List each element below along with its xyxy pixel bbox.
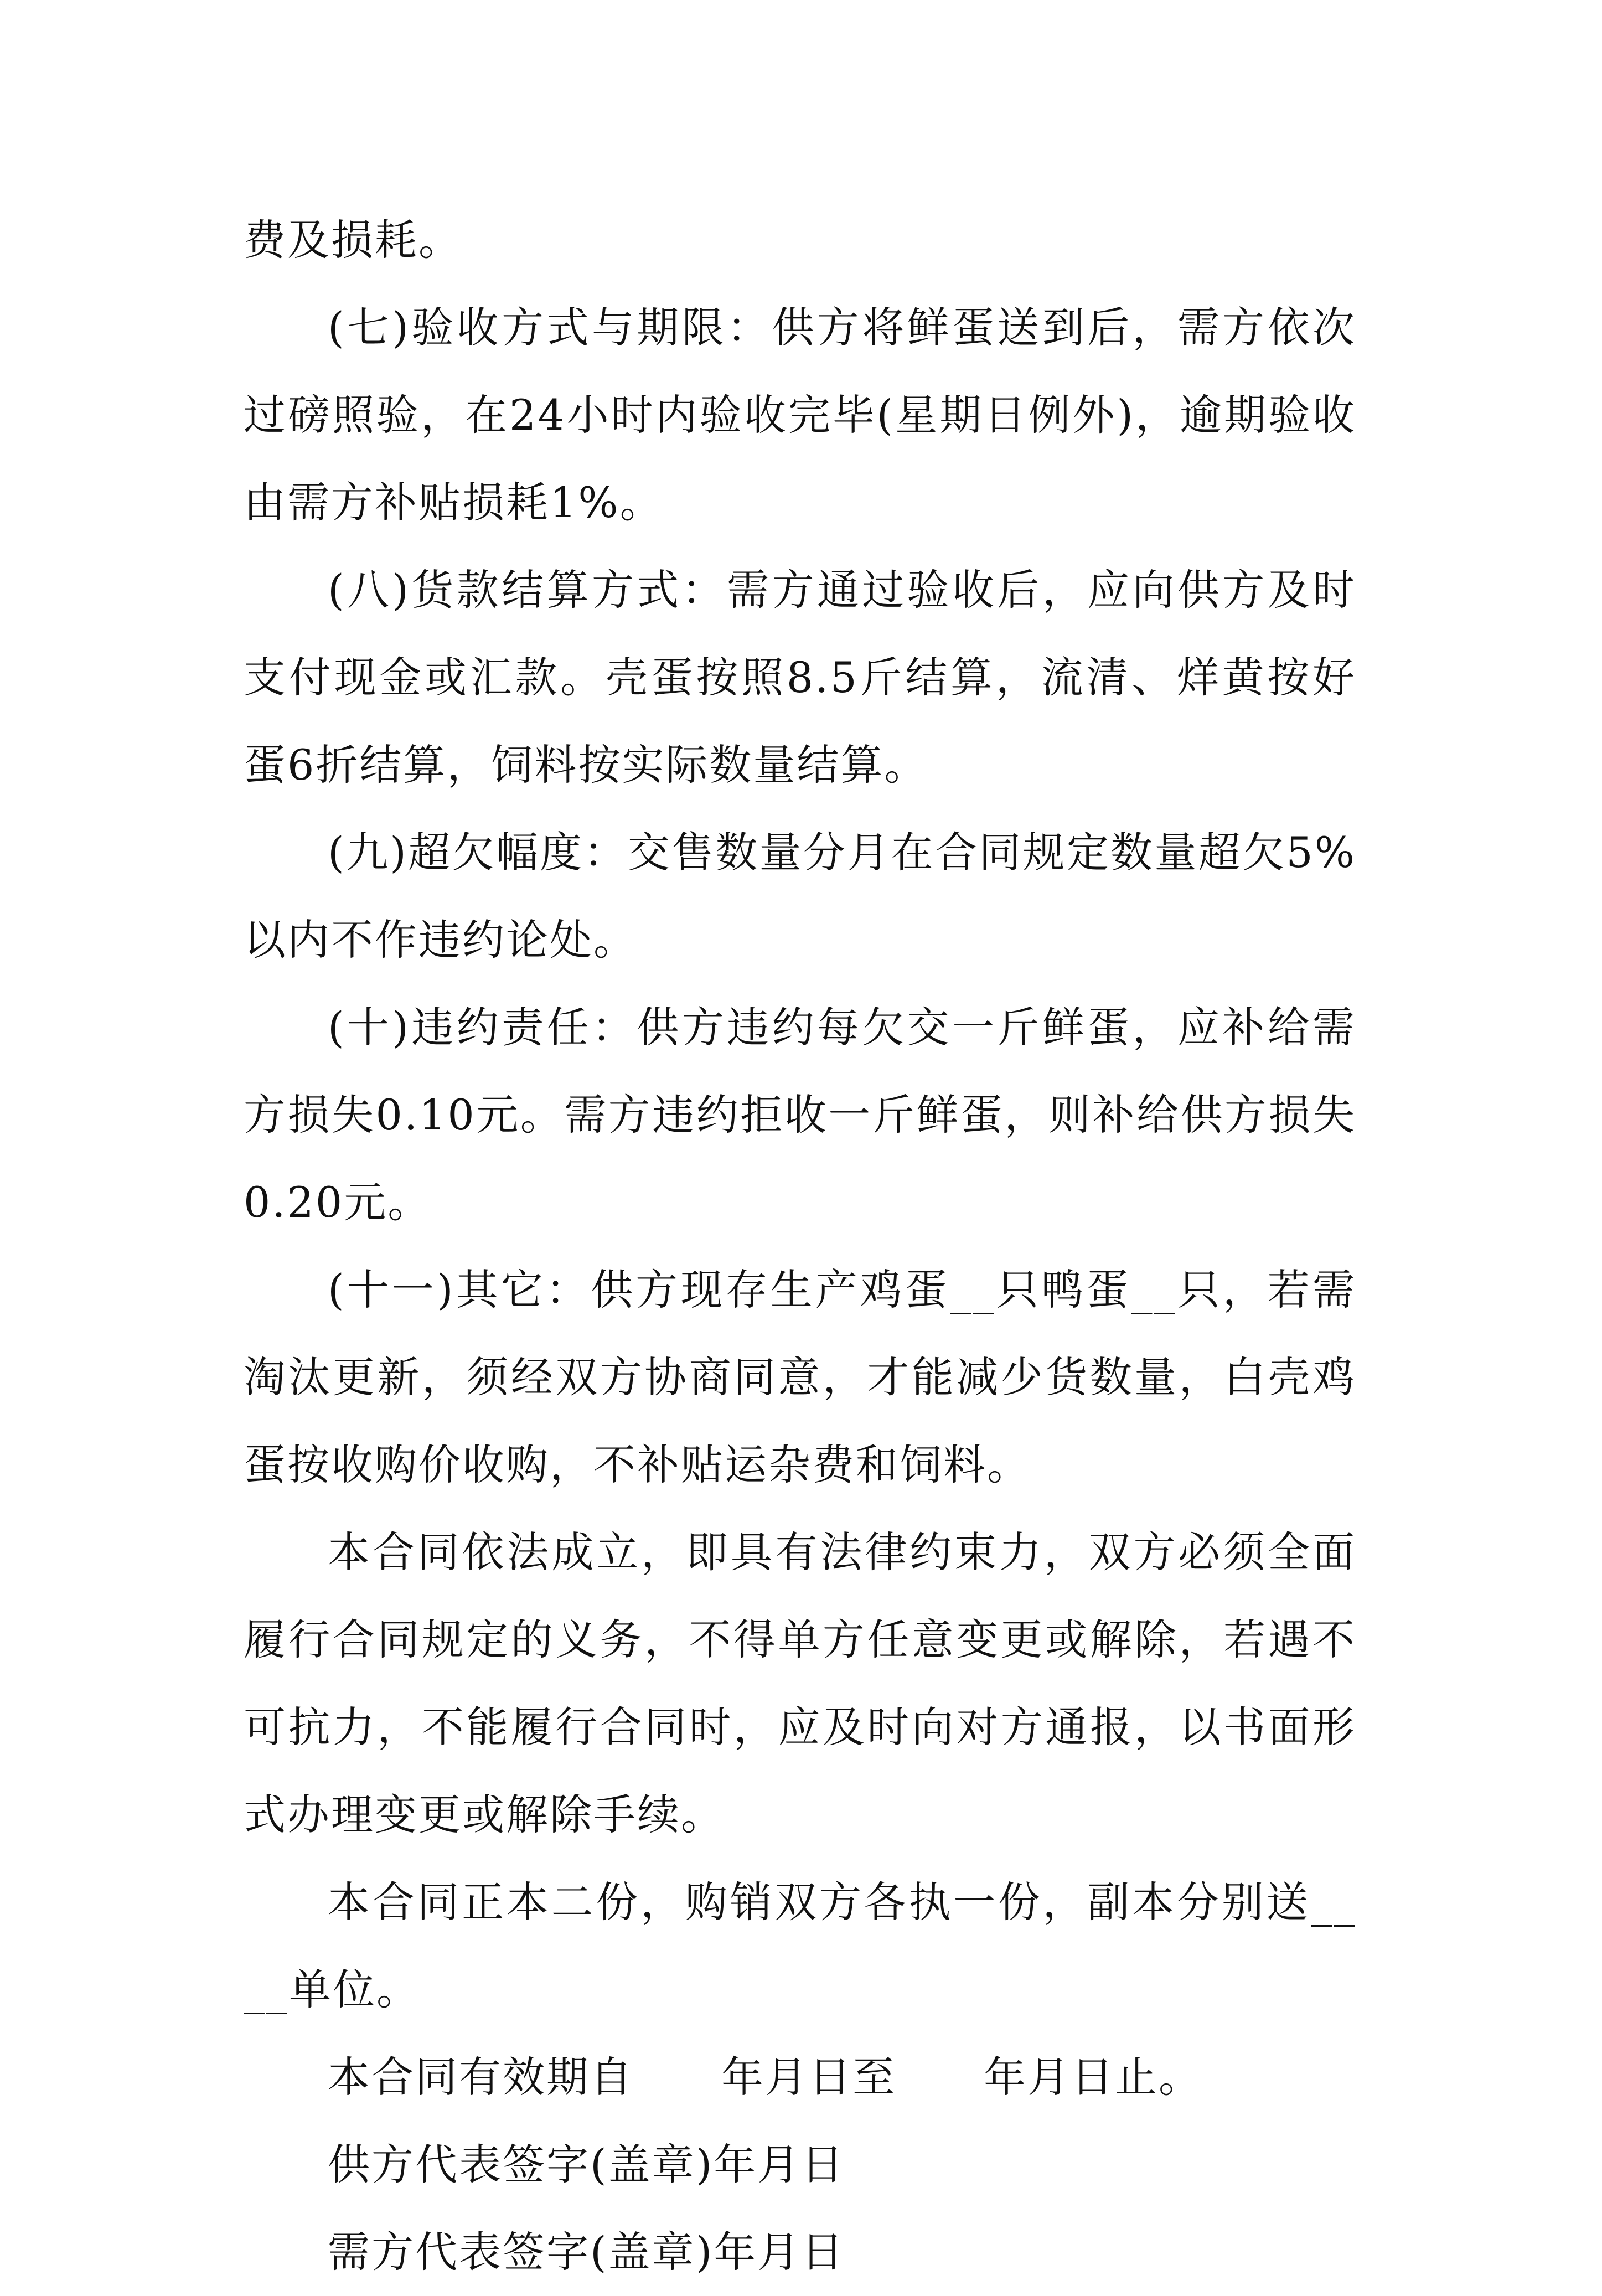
paragraph-continuation: 费及损耗。 (244, 215, 462, 265)
paragraph-other: (十一)其它：供方现存生产鸡蛋__只鸭蛋__只，若需淘汰更新，须经双方协商同意，才能减少货数量，白壳鸡蛋按收购价收购，不补贴运杂费和饲料。 (244, 1265, 1356, 1489)
validity-period: 本合同有效期自 年月日至 年月日止。 (328, 2052, 1202, 2102)
buyer-signature-line: 需方代表签字(盖章)年月日 (328, 2227, 845, 2277)
paragraph-copies: 本合同正本二份，购销双方各执一份，副本分别送____单位。 (244, 1877, 1356, 2014)
paragraph-payment: (八)货款结算方式：需方通过验收后，应向供方及时支付现金或汇款。壳蛋按照8.5斤结算，流清、烊黄按好蛋6折结算，饲料按实际数量结算。 (244, 565, 1356, 790)
paragraph-tolerance: (九)超欠幅度：交售数量分月在合同规定数量超欠5%以内不作违约论处。 (244, 828, 1356, 964)
paragraph-liability: (十)违约责任：供方违约每欠交一斤鲜蛋，应补给需方损失0.10元。需方违约拒收一斤鲜蛋，则补给供方损失0.20元。 (244, 1003, 1356, 1227)
paragraph-inspection: (七)验收方式与期限：供方将鲜蛋送到后，需方依次过磅照验，在24小时内验收完毕(星期日例外)，逾期验收由需方补贴损耗1%。 (244, 303, 1356, 527)
supplier-signature-line: 供方代表签字(盖章)年月日 (328, 2140, 845, 2189)
paragraph-legal-effect: 本合同依法成立，即具有法律约束力，双方必须全面履行合同规定的义务，不得单方任意变更或解除，若遇不可抗力，不能履行合同时，应及时向对方通报，以书面形式办理变更或解除手续。 (244, 1528, 1356, 1839)
contract-body (244, 197, 1356, 2296)
